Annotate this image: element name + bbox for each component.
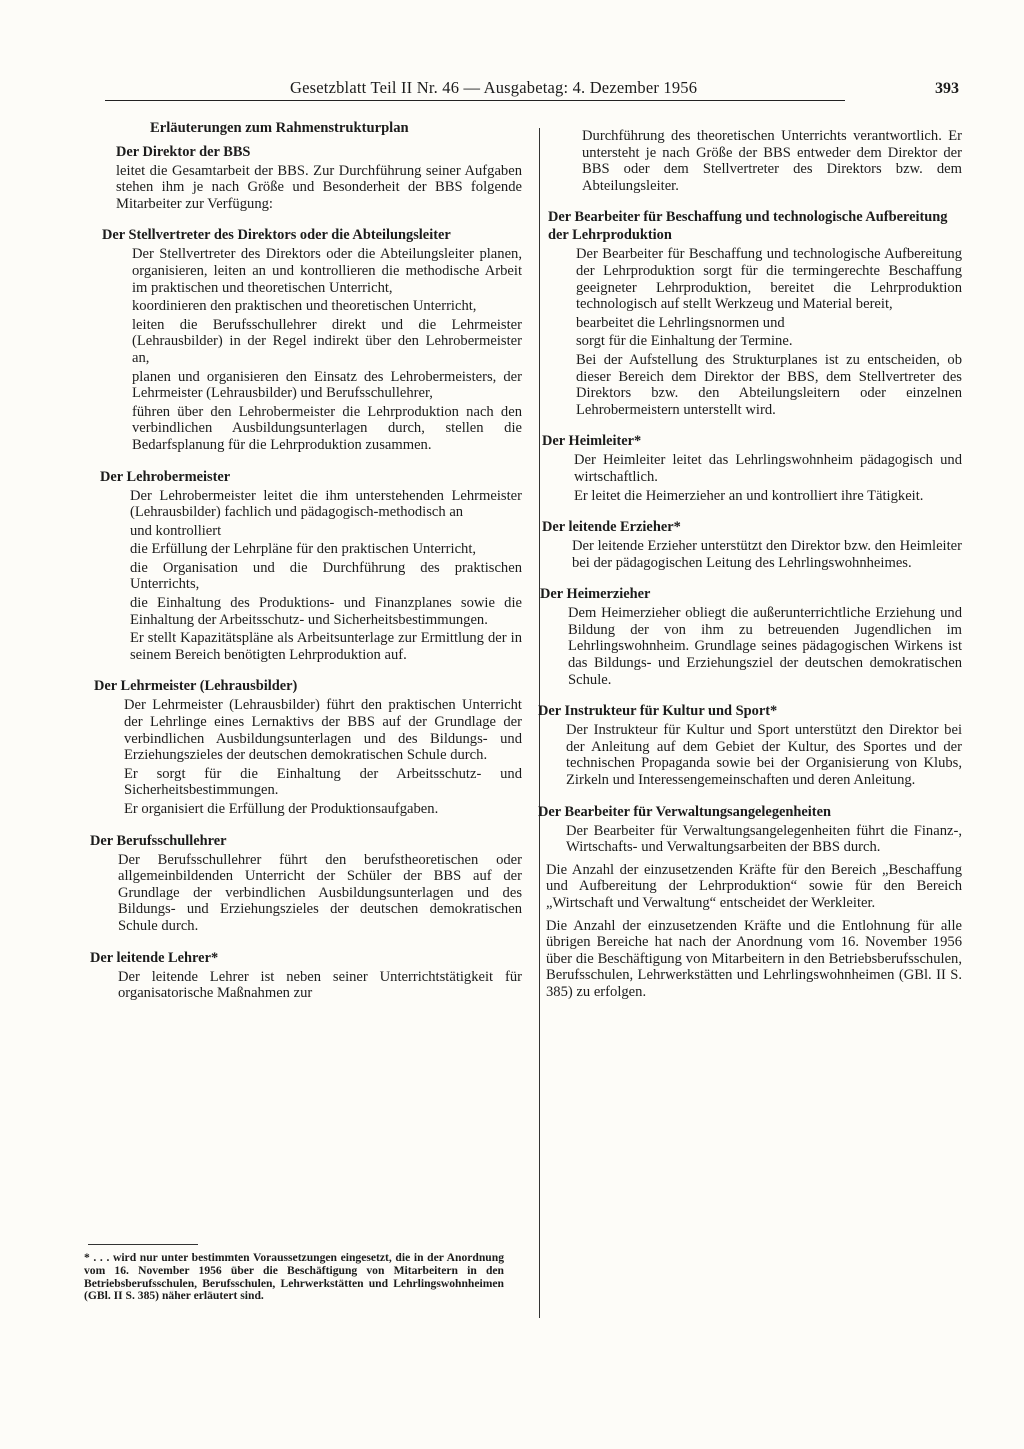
paragraph: Er leitet die Heimerzieher an und kontrolliert ihre Tätigkeit.	[574, 487, 924, 504]
footnote: * . . . wird nur unter bestimmten Voraussetzungen eingesetzt, die in der Anordnung vom 16. November 1956 über die Beschäftigung von Mitarbeitern in den Betriebsberufsschulen, Berufsschulen, Lehrwerkstätten und Lehrlingswohnheimen (GBl. II S. 385) näher erläutert sind.	[84, 1251, 504, 1303]
section-heimerzieher	[538, 585, 962, 688]
section-lehrmeister	[90, 677, 522, 817]
section-continuation	[538, 128, 962, 194]
paragraph: die Organisation und die Durchführung des praktischen Unterrichts,	[130, 559, 522, 593]
section-heimleiter	[538, 432, 962, 504]
left-column	[90, 120, 522, 1016]
paragraph: Der Berufsschullehrer führt den berufstheoretischen oder allgemeinbildenden Unterricht der Schüler der BBS auf der Grundlage der verbindlichen Ausbildungsunterlagen und des Bildungs- und Erziehungszieles der deutschen demokratischen Schule durch.	[118, 851, 522, 934]
paragraph: Er organisiert die Erfüllung der Produktionsaufgaben.	[124, 801, 439, 817]
paragraph: Der Heimleiter leitet das Lehrlingswohnheim pädagogisch und wirtschaftlich.	[574, 452, 962, 485]
section-berufsschullehrer	[90, 832, 522, 935]
paragraph: Der Bearbeiter für Beschaffung und technologische Aufbereitung der Lehrproduktion sorgt für die termingerechte Beschaffung geeigneter Lehrproduktion, bereitet die Lehrproduktion technologisch auf stellt Werkzeug und Material bereit,	[576, 246, 962, 313]
section-heading: Der leitende Lehrer*	[90, 949, 219, 966]
paragraph: Dem Heimerzieher obliegt die außerunterrichtliche Erziehung und Bildung der von ihm zu betreuenden Jugendlichen im Lehrlingswohnheim. Grundlage seines pädagogischen Wirkens ist das Bildungs- und Erziehungsziel der deutschen demokratischen Schule.	[568, 605, 962, 688]
right-column	[538, 128, 962, 1015]
footnote-rule	[88, 1244, 198, 1245]
section-verwaltung	[538, 803, 962, 1001]
paragraph: Der leitende Lehrer ist neben seiner Unterrichtstätigkeit für organisatorische Maßnahmen zur	[118, 968, 522, 1002]
paragraph: Der Lehrmeister (Lehrausbilder) führt den praktischen Unterricht der Lehrlinge eines Lernaktivs der BBS auf der Grundlage der verbindlichen Ausbildungsunterlagen und des Bildungs- und Erziehungszieles der deutschen demokratischen Schule durch.	[124, 697, 522, 764]
main-heading: Erläuterungen zum Rahmenstrukturplan	[150, 120, 409, 136]
paragraph: sorgt für die Einhaltung der Termine.	[576, 333, 793, 350]
section-leitende-lehrer	[90, 949, 522, 1002]
section-heading: Der Bearbeiter für Beschaffung und technologische Aufbereitung der Lehrproduktion	[548, 209, 948, 244]
paragraph: bearbeitet die Lehrlingsnormen und	[576, 314, 785, 331]
section-deputy	[90, 226, 522, 453]
paragraph: Durchführung des theoretischen Unterrichts verantwortlich. Er untersteht je nach Größe der BBS entweder dem Direktor der BBS oder dem Stellvertreter des Direktors bzw. dem Abteilungsleiter.	[582, 128, 962, 194]
paragraph: führen über den Lehrobermeister die Lehrproduktion nach den verbindlichen Ausbildungsunterlagen durch, stellen die Bedarfsplanung für die Lehrproduktion zusammen.	[132, 403, 522, 453]
paragraph: planen und organisieren den Einsatz des Lehrobermeisters, der Lehrmeister (Lehrausbilder) und Berufsschullehrer,	[132, 368, 522, 402]
section-heading: Der Heimleiter*	[542, 433, 642, 450]
section-heading: Der Direktor der BBS	[116, 143, 251, 160]
header-title: Gesetzblatt Teil II Nr. 46 — Ausgabetag: 4. Dezember 1956	[290, 78, 698, 97]
section-heading: Der Stellvertreter des Direktors oder die Abteilungsleiter	[102, 227, 451, 244]
section-heading: Der Berufsschullehrer	[90, 832, 227, 849]
section-beschaffung	[538, 208, 962, 418]
section-heading: Der Heimerzieher	[540, 586, 651, 603]
section-leitende-erzieher	[538, 518, 962, 571]
paragraph: Der leitende Erzieher unterstützt den Direktor bzw. den Heimleiter bei der pädagogischen Leitung des Lehrlingswohnheimes.	[572, 538, 962, 571]
paragraph: leitet die Gesamtarbeit der BBS. Zur Durchführung seiner Aufgaben stehen ihm je nach Größe und Besonderheit der BBS folgende Mitarbeiter zur Verfügung:	[116, 162, 522, 212]
section-director	[90, 143, 522, 213]
section-instrukteur	[538, 702, 962, 788]
paragraph: Er stellt Kapazitätspläne als Arbeitsunterlage zur Ermittlung der in seinem Bereich benötigten Lehrproduktion auf.	[130, 630, 522, 663]
paragraph: die Erfüllung der Lehrpläne für den praktischen Unterricht,	[130, 541, 477, 558]
paragraph: koordinieren den praktischen und theoretischen Unterricht,	[132, 298, 477, 315]
paragraph: Der Stellvertreter des Direktors oder die Abteilungsleiter planen, organisieren, leiten an und kontrollieren die methodische Arbeit im praktischen und theoretischen Unterricht,	[132, 246, 522, 296]
page-header	[105, 78, 963, 100]
paragraph: Die Anzahl der einzusetzenden Kräfte für den Bereich „Beschaffung und Aufbereitung der Lehrproduktion“ sowie für den Bereich „Wirtschaft und Verwaltung“ entscheidet der Werkleiter.	[546, 861, 962, 911]
paragraph: und kontrolliert	[130, 522, 222, 539]
paragraph: die Einhaltung des Produktions- und Finanzplanes sowie die Einhaltung der Arbeitsschutz- und Sicherheitsbestimmungen.	[130, 595, 522, 628]
paragraph: Der Lehrobermeister leitet die ihm unterstehenden Lehrmeister (Lehrausbilder) fachlich und pädagogisch-methodisch an	[130, 487, 522, 521]
paragraph: Der Bearbeiter für Verwaltungsangelegenheiten führt die Finanz-, Wirtschafts- und Verwaltungsarbeiten der BBS durch.	[566, 822, 962, 856]
paragraph: Bei der Aufstellung des Strukturplanes ist zu entscheiden, ob dieser Bereich dem Direktor der BBS, dem Stellvertreter des Direktors bzw. den Abteilungsleitern oder einzelnen Lehrobermeistern unterstellt wird.	[576, 351, 962, 418]
page-number: 393	[935, 80, 959, 97]
paragraph: leiten die Berufsschullehrer direkt und die Lehrmeister (Lehrausbilder) in der Regel indirekt über den Lehrobermeister an,	[132, 316, 522, 366]
paragraph: Der Instrukteur für Kultur und Sport unterstützt den Direktor bei der Anleitung auf dem Gebiet der Kultur, des Sportes und der technischen Propaganda sowie bei der Organisierung von Klubs, Zirkeln und Interessengemeinschaften und deren Anleitung.	[566, 722, 962, 789]
paragraph: Die Anzahl der einzusetzenden Kräfte und die Entlohnung für alle übrigen Bereiche hat nach der Anordnung vom 16. November 1956 über die Beschäftigung von Mitarbeitern in den Betriebsberufsschulen, Berufsschulen, Lehrwerkstätten und Lehrlingswohnheimen (GBl. II S. 385) zu erfolgen.	[546, 917, 962, 1000]
section-heading: Der Instrukteur für Kultur und Sport*	[538, 703, 778, 720]
section-heading: Der leitende Erzieher*	[542, 519, 681, 536]
section-heading: Der Lehrmeister (Lehrausbilder)	[94, 678, 298, 695]
section-heading: Der Lehrobermeister	[100, 468, 231, 485]
section-heading: Der Bearbeiter für Verwaltungsangelegenheiten	[538, 803, 831, 820]
section-lehrobermeister	[90, 468, 522, 664]
paragraph: Er sorgt für die Einhaltung der Arbeitsschutz- und Sicherheitsbestimmungen.	[124, 765, 522, 799]
header-rule	[105, 100, 845, 101]
